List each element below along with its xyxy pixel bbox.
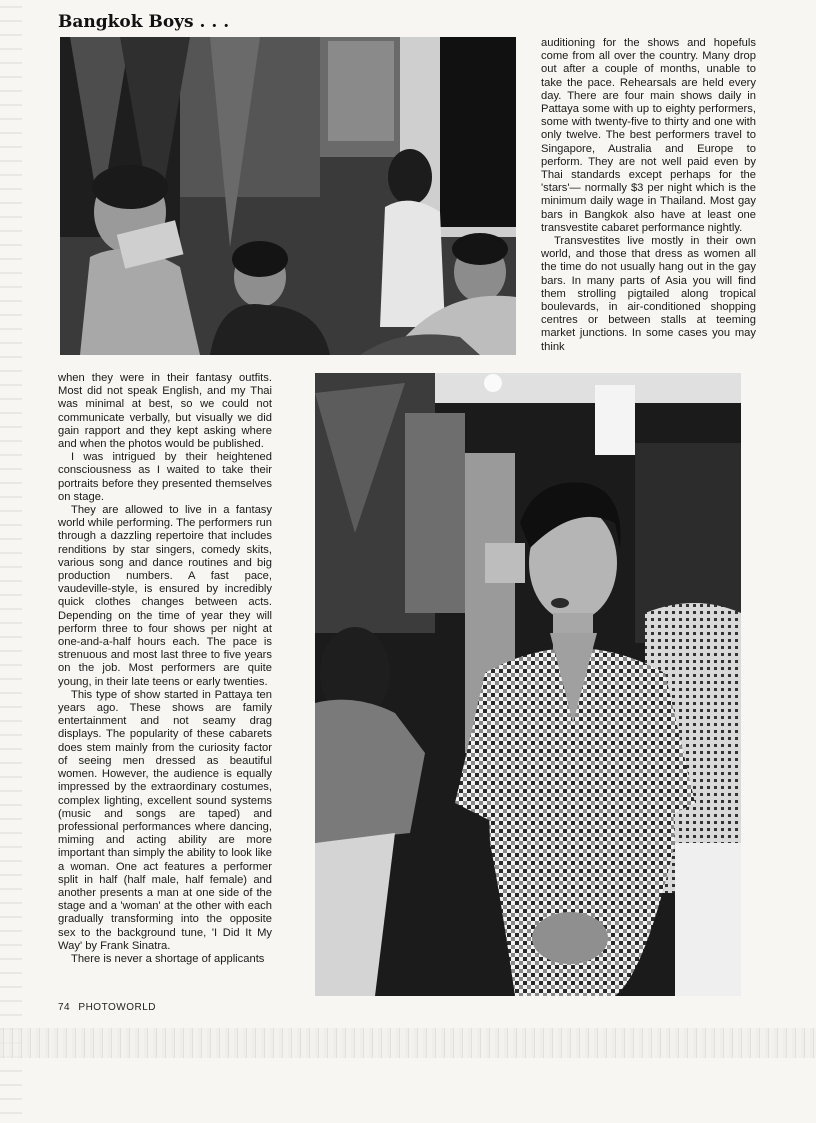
- article-paragraph: This type of show started in Pattaya ten years ago. These shows are family entertainment and not seamy drag displays. The popularity of these cabarets does stem mainly from the curiosity factor of seeing men dressed as beautiful women. However, the audience is equally impressed by the extraordinary costumes, complex lighting, excellent sound systems (music and songs are taped) and professional performances where dancing, miming and acting ability are more important than simply the ability to look like a woman. One act features a performer split in half (half male, half female) and another presents a man at one side of the stage and a 'woman' at the other with each gradually transforming into the opposite sex to the background tune, 'I Did It My Way' by Frank Sinatra.: [58, 688, 272, 952]
- page-bottom-texture: [0, 1028, 816, 1058]
- article-paragraph: There is never a shortage of applicants: [71, 952, 265, 965]
- article-column-left: [58, 372, 272, 966]
- dressing-room-photo-icon: [60, 37, 516, 355]
- article-paragraph: They are allowed to live in a fantasy world while performing. The performers run through a dazzling repertoire that includes renditions by star singers, comedy skits, various song and dance routines and big production numbers. A fast pace, vaudeville-style, is ensured by incredibly quick clothes changes between acts. Depending on the time of year they will perform three to four shows per night at one-and-a-half hours each. The pace is strenuous and most last three to five years on the job. Most performers are quite young, in their late teens or early twenties.: [58, 504, 272, 688]
- article-paragraph: auditioning for the shows and hopefuls come from all over the country. Many drop out after a couple of months, unable to take the pace. Rehearsals are held every day. There are four main shows daily in Pattaya some with up to eighty performers, some with twenty-five to thirty and one with only twelve. The best performers travel to Singapore, Australia and Europe to perform. They are not well paid even by Thai standards except perhaps for the 'stars'— normally $3 per night which is the minimum daily wage in Thailand. Most gay bars in Bangkok also have at least one transvestite cabaret performance nightly.: [541, 37, 756, 234]
- page-edge-texture: [0, 0, 22, 1123]
- article-header-title: Bangkok Boys . . .: [58, 12, 230, 32]
- performer-portrait-photo: [315, 373, 741, 996]
- article-paragraph: I was intrigued by their heightened consciousness as I waited to take their portraits before they presented themselves on stage.: [58, 451, 272, 503]
- article-paragraph: Transvestites live mostly in their own world, and those that dress as women all the time do not usually hang out in the gay bars. In many parts of Asia you will find them strolling pigtailed along tropical boulevards, in air-conditioned shopping centres or between stalls at teeming market junctions. In some cases you may think: [541, 235, 756, 353]
- dressing-room-photo: [60, 37, 516, 355]
- page-number: 74: [58, 1002, 71, 1013]
- article-column-top-right: [541, 37, 756, 354]
- article-paragraph: when they were in their fantasy outfits. Most did not speak English, and my Thai was minimal at best, so we could not communicate verbally, but visually we did gain rapport and they kept asking where and when the photos would be published.: [58, 372, 272, 451]
- page-footer: [58, 1002, 161, 1013]
- magazine-name: PHOTOWORLD: [78, 1002, 157, 1013]
- performer-portrait-photo-icon: [315, 373, 741, 996]
